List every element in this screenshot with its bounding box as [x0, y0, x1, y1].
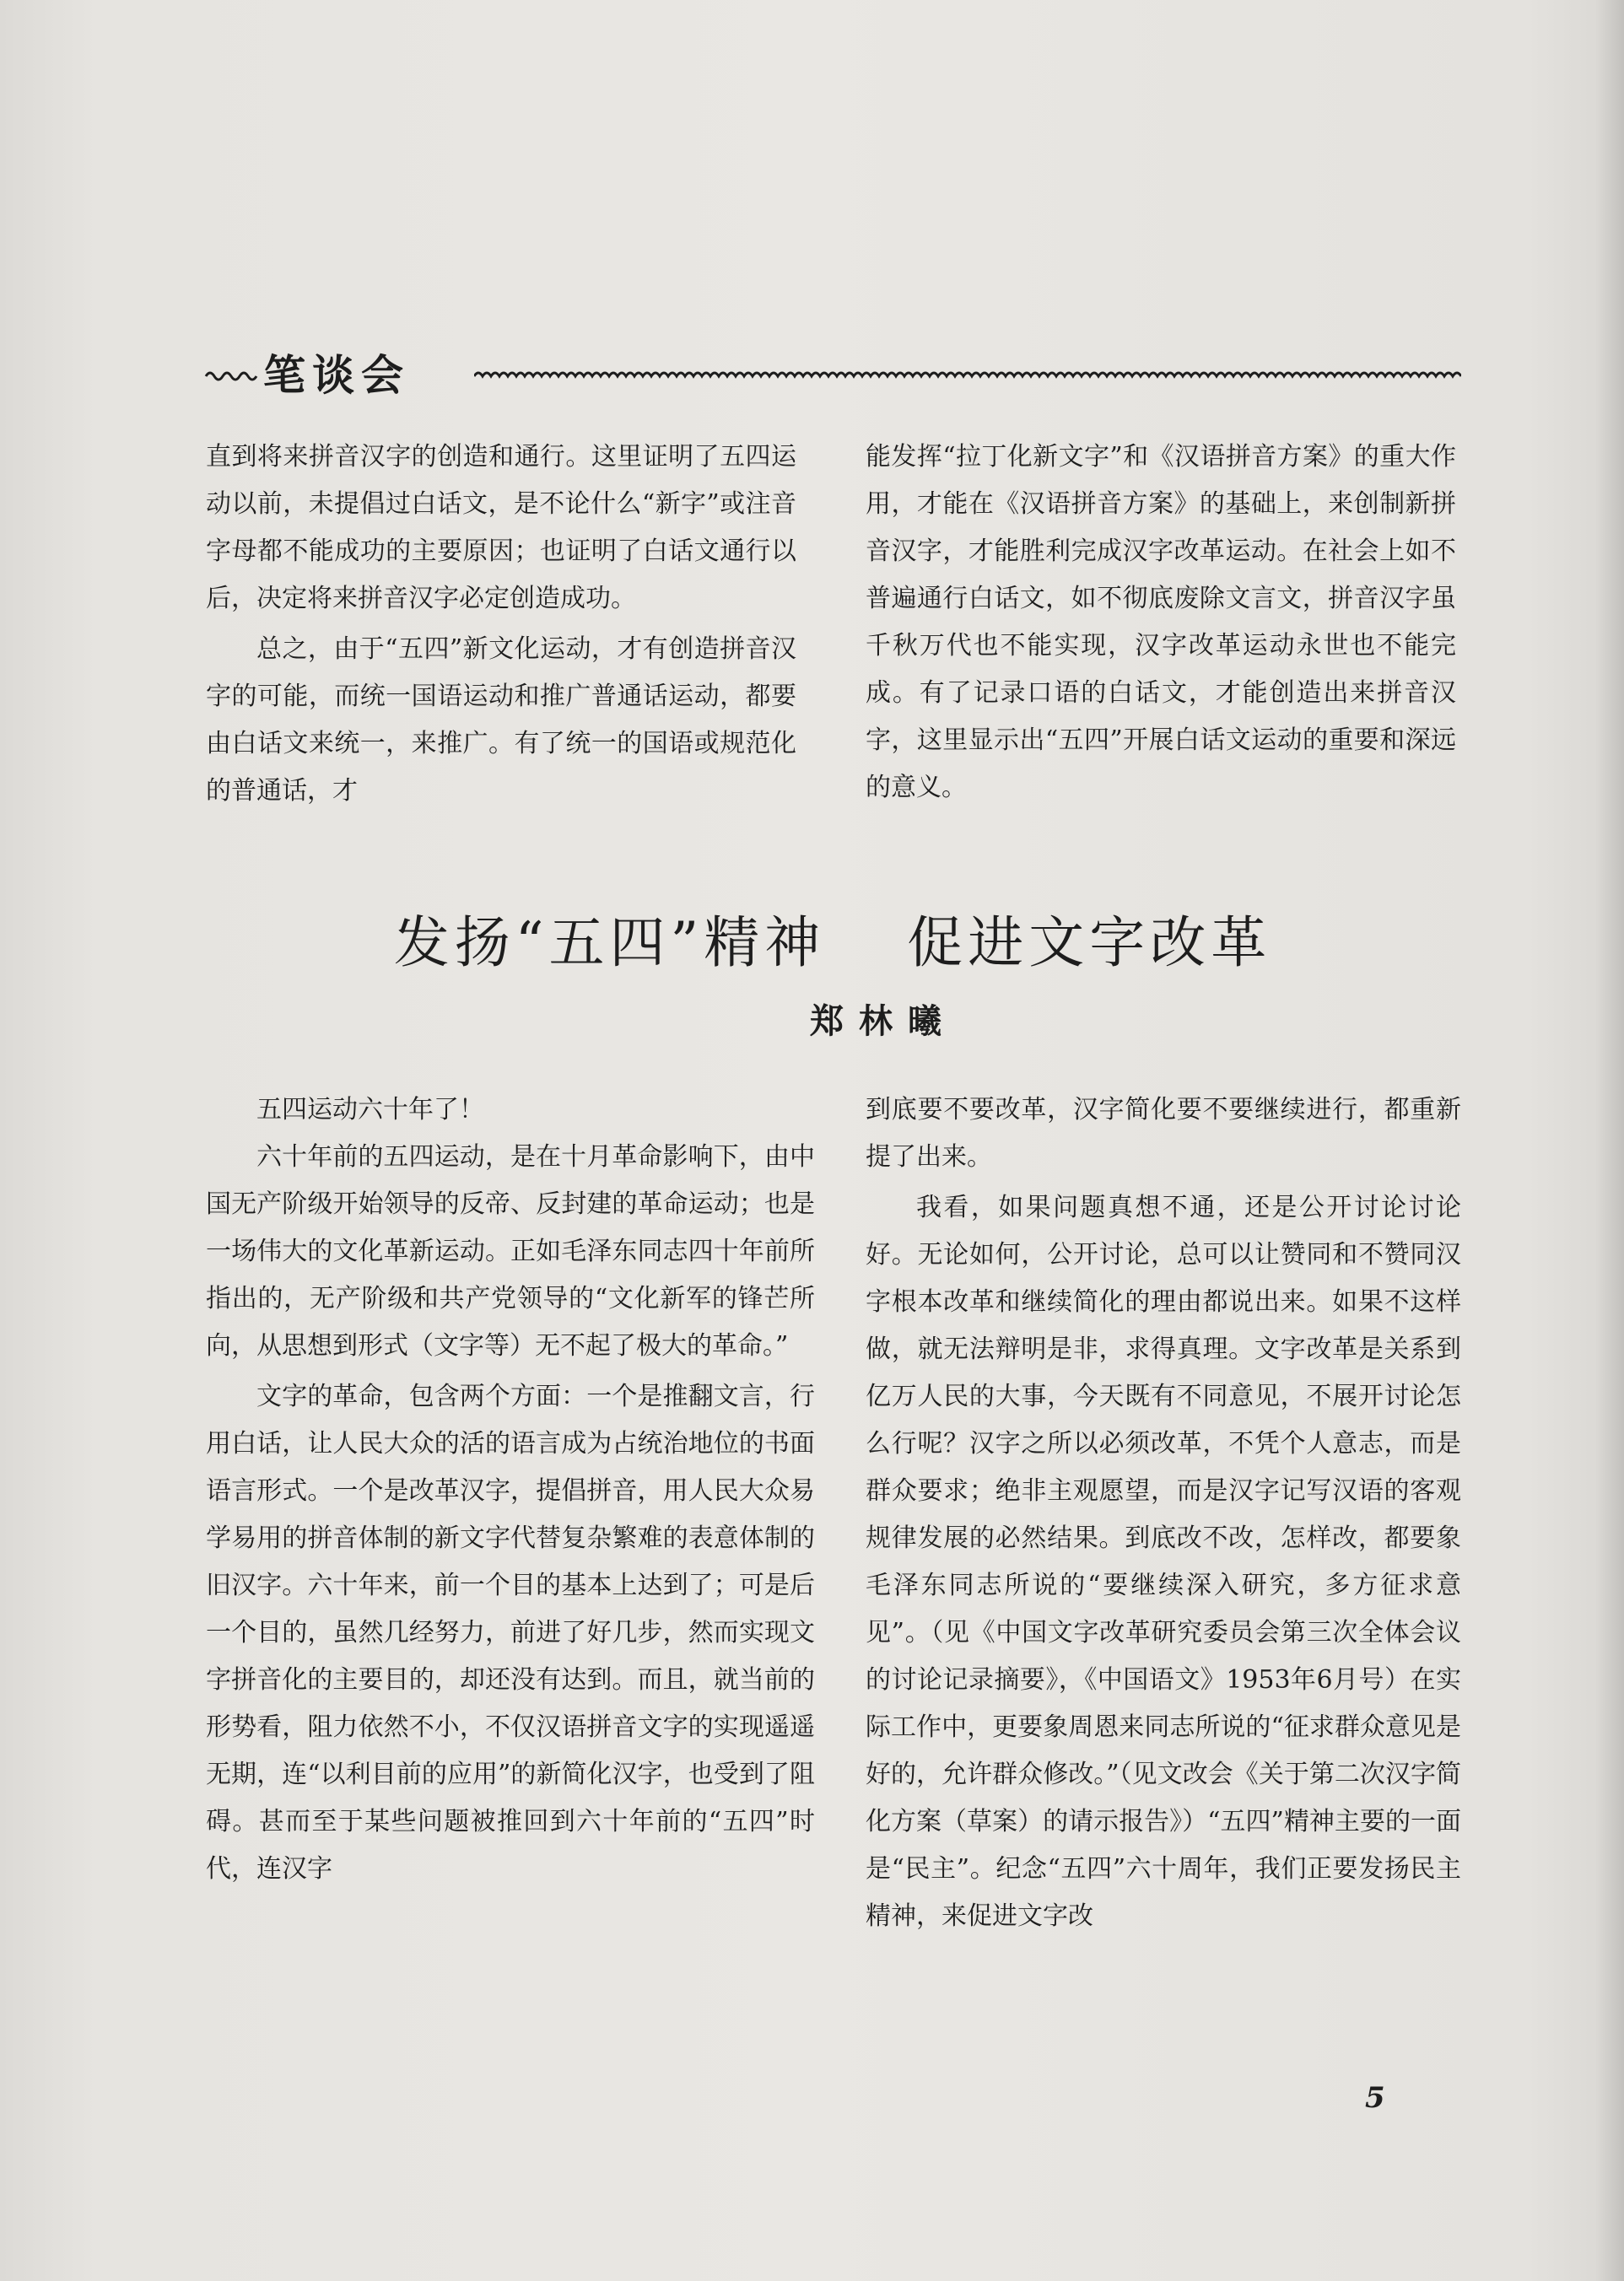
- section-header: [204, 346, 1461, 405]
- wavy-rule-left: [204, 364, 260, 386]
- article-left-column: [206, 1087, 815, 1893]
- paragraph: 我看，如果问题真想不通，还是公开讨论讨论好。无论如何，公开讨论，总可以让赞同和不赞同汉字根本改革和继续简化的理由都说出来。如果不这样做，就无法辩明是非，求得真理。文字改革是关系到亿万人民的大事，今天既有不同意见，不展开讨论怎么行呢？汉字之所以必须改革，不凭个人意志，而是群众要求；绝非主观愿望，而是汉字记写汉语的客观规律发展的必然结果。到底改不改，怎样改，都要象毛泽东同志所说的“要继续深入研究，多方征求意见”。（见《中国文字改革研究委员会第三次全体会议的讨论记录摘要》，《中国语文》1953年6月号）在实际工作中，更要象周恩来同志所说的“征求群众意见是好的，允许群众修改。”（见文改会《关于第二次汉字简化方案（草案）的请示报告》）“五四”精神主要的一面是“民主”。纪念“五四”六十周年，我们正要发扬民主精神，来促进文字改: [866, 1193, 1461, 1931]
- article-title-part1: 发扬“五四”精神: [393, 910, 826, 975]
- article-title-part2: 促进文字改革: [907, 910, 1272, 975]
- article-right-column: [866, 1087, 1461, 1940]
- author-name: 郑林曦: [810, 1001, 957, 1041]
- prev-article-right-column: [866, 434, 1456, 812]
- prev-article-left-column: [206, 434, 796, 815]
- paragraph: 五四运动六十年了！: [256, 1095, 484, 1124]
- paragraph: 到底要不要改革，汉字简化要不要继续进行，都重新提了出来。: [866, 1095, 1461, 1172]
- paragraph: 能发挥“拉丁化新文字”和《汉语拼音方案》的重大作用，才能在《汉语拼音方案》的基础上，来创制新拼音汉字，才能胜利完成汉字改革运动。在社会上如不普遍通行白话文，如不彻底废除文言文，拼音汉字虽千秋万代也不能实现，汉字改革运动永世也不能完成。有了记录口语的白话文，才能创造出来拼音汉字，这里显示出“五四”开展白话文运动的重要和深远的意义。: [866, 442, 1456, 802]
- paragraph: 六十年前的五四运动，是在十月革命影响下，由中国无产阶级开始领导的反帝、反封建的革命运动；也是一场伟大的文化革新运动。正如毛泽东同志四十年前所指出的，无产阶级和共产党领导的“文化新军的锋芒所向，从思想到形式（文字等）无不起了极大的革命。”: [206, 1142, 815, 1361]
- page-number: 5: [1365, 2081, 1385, 2115]
- article-title: [204, 901, 1461, 985]
- paragraph: 总之，由于“五四”新文化运动，才有创造拼音汉字的可能，而统一国语运动和推广普通话运动，都要由白话文来统一，来推广。有了统一的国语或规范化的普通话，才: [206, 634, 796, 806]
- section-title: 笔谈会: [263, 350, 410, 400]
- paragraph: 文字的革命，包含两个方面：一个是推翻文言，行用白话，让人民大众的活的语言成为占统治地位的书面语言形式。一个是改革汉字，提倡拼音，用人民大众易学易用的拼音体制的新文字代替复杂繁难的表意体制的旧汉字。六十年来，前一个目的基本上达到了；可是后一个目的，虽然几经努力，前进了好几步，然而实现文字拼音化的主要目的，却还没有达到。而且，就当前的形势看，阻力依然不小，不仅汉语拼音文字的实现遥遥无期，连“以利目前的应用”的新简化汉字，也受到了阻碍。甚而至于某些问题被推回到六十年前的“五四”时代，连汉字: [206, 1382, 815, 1884]
- page-edge-shadow: [1595, 0, 1624, 2281]
- paragraph: 直到将来拼音汉字的创造和通行。这里证明了五四运动以前，未提倡过白话文，是不论什么“新字”或注音字母都不能成功的主要原因；也证明了白话文通行以后，决定将来拼音汉字必定创造成功。: [206, 442, 796, 613]
- wavy-rule-right: [474, 364, 1461, 386]
